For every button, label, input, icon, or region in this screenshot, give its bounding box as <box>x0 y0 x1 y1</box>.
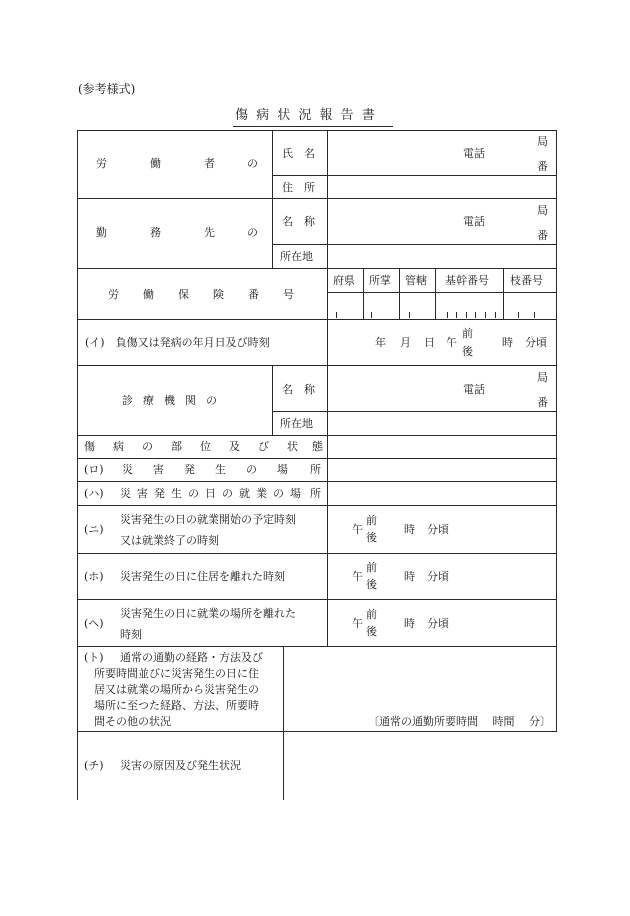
label-char: 害 <box>137 487 148 500</box>
reference-format-label: (参考様式) <box>78 82 136 96</box>
ho-noon: 午 <box>352 570 363 583</box>
tick <box>409 312 410 318</box>
chi-mark: (チ) <box>84 759 104 772</box>
rule-ho-bottom <box>77 599 557 600</box>
label-char: 所 <box>310 463 321 476</box>
ha-mark: (ハ) <box>84 487 104 500</box>
form-title: 傷 病 状 況 報 告 書 <box>235 108 377 123</box>
injury-month: 月 <box>400 336 411 349</box>
label-char: 険 <box>213 288 224 301</box>
label-char: 労 <box>96 157 107 170</box>
tick <box>518 312 519 318</box>
clinic-exchange-label: 局 <box>537 371 548 384</box>
injury-am: 前 <box>462 327 473 340</box>
rule-worker-bottom <box>77 198 557 199</box>
workplace-number-label: 番 <box>537 229 548 242</box>
label-char: 関 <box>185 394 196 407</box>
injury-pm: 後 <box>462 345 473 358</box>
worker-exchange-label: 局 <box>537 135 548 148</box>
rule-v-commute <box>283 646 284 800</box>
worker-phone-label: 電話 <box>463 147 485 160</box>
rule-v-worker-value <box>327 130 328 268</box>
commute-field[interactable] <box>288 650 552 710</box>
rule-insurance-bottom <box>77 319 557 320</box>
he-am: 前 <box>366 608 377 621</box>
label-char: 場 <box>277 463 288 476</box>
workplace-name-label: 名 称 <box>282 215 315 228</box>
ni-mark: (ニ) <box>84 523 104 536</box>
label-char: 病 <box>113 440 124 453</box>
workplace-location-field[interactable] <box>330 247 552 265</box>
tick <box>495 312 496 318</box>
insurance-col-base-number: 基幹番号 <box>445 274 489 287</box>
he-mark: (ヘ) <box>84 617 104 630</box>
label-char: の <box>273 487 284 500</box>
workplace-name-field[interactable] <box>330 202 470 240</box>
commute-line-4: 場所に至つた経路、方法、所要時 <box>94 699 259 712</box>
ho-mark: (ホ) <box>84 570 104 583</box>
rule-clinic-mid <box>272 411 557 412</box>
rule-worker-mid <box>272 175 557 176</box>
ni-pm: 後 <box>366 531 377 544</box>
commute-line-5: 間その他の状況 <box>94 715 171 728</box>
rule-workplace-mid <box>272 244 557 245</box>
label-char: の <box>206 394 217 407</box>
injury-noon: 午 <box>446 336 457 349</box>
table-right-border <box>556 130 557 731</box>
workplace-exchange-label: 局 <box>537 204 548 217</box>
ni-text-line2: 又は就業終了の時刻 <box>120 534 219 547</box>
ro-mark: (ロ) <box>84 463 104 476</box>
label-char: 所 <box>310 487 321 500</box>
rule-insurance-header <box>327 292 557 293</box>
injury-hour: 時 <box>502 336 513 349</box>
rule-v-ins-4 <box>503 268 504 319</box>
label-char: 労 <box>108 288 119 301</box>
workplace-phone-label: 電話 <box>463 215 485 228</box>
label-char: 勤 <box>96 226 107 239</box>
he-text-line1: 災害発生の日に就業の場所を離れた <box>120 607 296 620</box>
insurance-col-prefecture: 府県 <box>333 274 355 287</box>
commute-line-2: 所要時間並びに災害発生の日に住 <box>94 667 259 680</box>
rule-ro-bottom <box>77 481 557 482</box>
insurance-col-jurisdiction: 所掌 <box>369 274 391 287</box>
rule-v-ins-3 <box>435 268 436 319</box>
label-char: 災 <box>120 487 131 500</box>
workplace-location-label: 所在地 <box>280 250 313 263</box>
tick <box>485 312 486 318</box>
ho-pm: 後 <box>366 578 377 591</box>
label-char: の <box>246 463 257 476</box>
tick <box>475 312 476 318</box>
label-char: 位 <box>200 440 211 453</box>
rule-v-worker <box>272 130 273 268</box>
rule-v-clinic-value <box>327 365 328 435</box>
ho-minute: 分頃 <box>427 570 449 583</box>
insurance-col-branch-number: 枝番号 <box>510 274 543 287</box>
label-char: 状 <box>287 440 298 453</box>
ho-hour: 時 <box>404 570 415 583</box>
insurance-col-office: 管轄 <box>405 274 427 287</box>
label-char: 就 <box>239 487 250 500</box>
label-char: 機 <box>164 394 175 407</box>
label-char: 者 <box>204 157 215 170</box>
label-char: 号 <box>283 288 294 301</box>
tick <box>466 312 467 318</box>
commute-time-note: 〔通常の通勤所要時間 時間 分〕 <box>368 715 551 728</box>
rule-v-ins-1 <box>363 268 364 319</box>
rule-ni-bottom <box>77 553 557 554</box>
worker-number-label: 番 <box>537 160 548 173</box>
injury-year: 年 <box>375 336 386 349</box>
worker-address-label: 住 所 <box>282 181 315 194</box>
injury-time-label: (イ) 負傷又は発病の年月日及び時刻 <box>85 336 270 349</box>
label-char: 日 <box>205 487 216 500</box>
label-char: 及 <box>229 440 240 453</box>
commute-line-1: 通常の通勤の経路・方法及び <box>120 651 263 664</box>
rule-v-ins-2 <box>399 268 400 319</box>
rule-part-bottom <box>77 458 557 459</box>
table-top-border <box>77 130 557 131</box>
rule-he-bottom <box>77 646 557 647</box>
injury-minute: 分頃 <box>525 336 547 349</box>
tick <box>447 312 448 318</box>
he-text-line2: 時刻 <box>120 628 142 641</box>
ni-minute: 分頃 <box>427 523 449 536</box>
ho-am: 前 <box>366 561 377 574</box>
label-char: 働 <box>150 157 161 170</box>
label-char: の <box>188 487 199 500</box>
label-char: 働 <box>143 288 154 301</box>
rule-v-insurance <box>327 268 328 319</box>
clinic-phone-label: 電話 <box>463 383 485 396</box>
rule-v-injury <box>327 319 328 365</box>
label-char: 傷 <box>84 440 95 453</box>
label-char: の <box>247 226 258 239</box>
cause-label: 災害の原因及び発生状況 <box>120 759 241 772</box>
worker-address-field[interactable] <box>330 178 552 196</box>
rule-v-clinic <box>272 365 273 435</box>
label-char: 生 <box>215 463 226 476</box>
label-char: 部 <box>171 440 182 453</box>
he-noon: 午 <box>352 617 363 630</box>
he-minute: 分頃 <box>427 617 449 630</box>
label-char: 療 <box>143 394 154 407</box>
he-pm: 後 <box>366 625 377 638</box>
tick <box>534 312 535 318</box>
clinic-location-label: 所在地 <box>280 417 313 430</box>
ni-text-line1: 災害発生の日の就業開始の予定時刻 <box>120 513 296 526</box>
label-char: の <box>222 487 233 500</box>
label-char: 災 <box>122 463 133 476</box>
to-mark: (ト) <box>84 651 104 664</box>
label-char: 業 <box>256 487 267 500</box>
he-hour: 時 <box>404 617 415 630</box>
clinic-name-field[interactable] <box>330 368 470 408</box>
label-char: び <box>258 440 269 453</box>
label-char: の <box>247 157 258 170</box>
clinic-location-field[interactable] <box>330 414 552 432</box>
clinic-number-label: 番 <box>537 396 548 409</box>
worker-name-label: 氏 名 <box>282 147 315 160</box>
rule-to-bottom <box>77 731 557 732</box>
tick <box>371 312 372 318</box>
tick <box>456 312 457 318</box>
ni-noon: 午 <box>352 523 363 536</box>
label-char: 害 <box>153 463 164 476</box>
ni-am: 前 <box>366 514 377 527</box>
label-char: 発 <box>184 463 195 476</box>
label-char: 保 <box>178 288 189 301</box>
label-char: 務 <box>150 226 161 239</box>
label-char: 生 <box>171 487 182 500</box>
rule-workplace-bottom <box>77 268 557 269</box>
ho-text: 災害発生の日に住居を離れた時刻 <box>120 570 285 583</box>
label-char: 場 <box>290 487 301 500</box>
ni-hour: 時 <box>404 523 415 536</box>
label-char: の <box>142 440 153 453</box>
label-char: 診 <box>122 394 133 407</box>
injury-day: 日 <box>424 336 435 349</box>
rule-v-rows <box>327 435 328 646</box>
rule-ha-bottom <box>77 505 557 506</box>
tick <box>336 312 337 318</box>
cause-field[interactable] <box>288 736 552 796</box>
label-char: 発 <box>154 487 165 500</box>
label-char: 先 <box>204 226 215 239</box>
rule-clinic-bottom <box>77 435 557 436</box>
worker-name-field[interactable] <box>330 133 470 171</box>
commute-line-3: 居又は就業の場所から災害発生の <box>94 683 259 696</box>
label-char: 番 <box>248 288 259 301</box>
label-char: 態 <box>312 440 323 453</box>
table-left-border <box>77 130 78 800</box>
title-underline <box>233 126 393 127</box>
clinic-name-label: 名 称 <box>282 383 315 396</box>
rule-injury-time-bottom <box>77 365 557 366</box>
